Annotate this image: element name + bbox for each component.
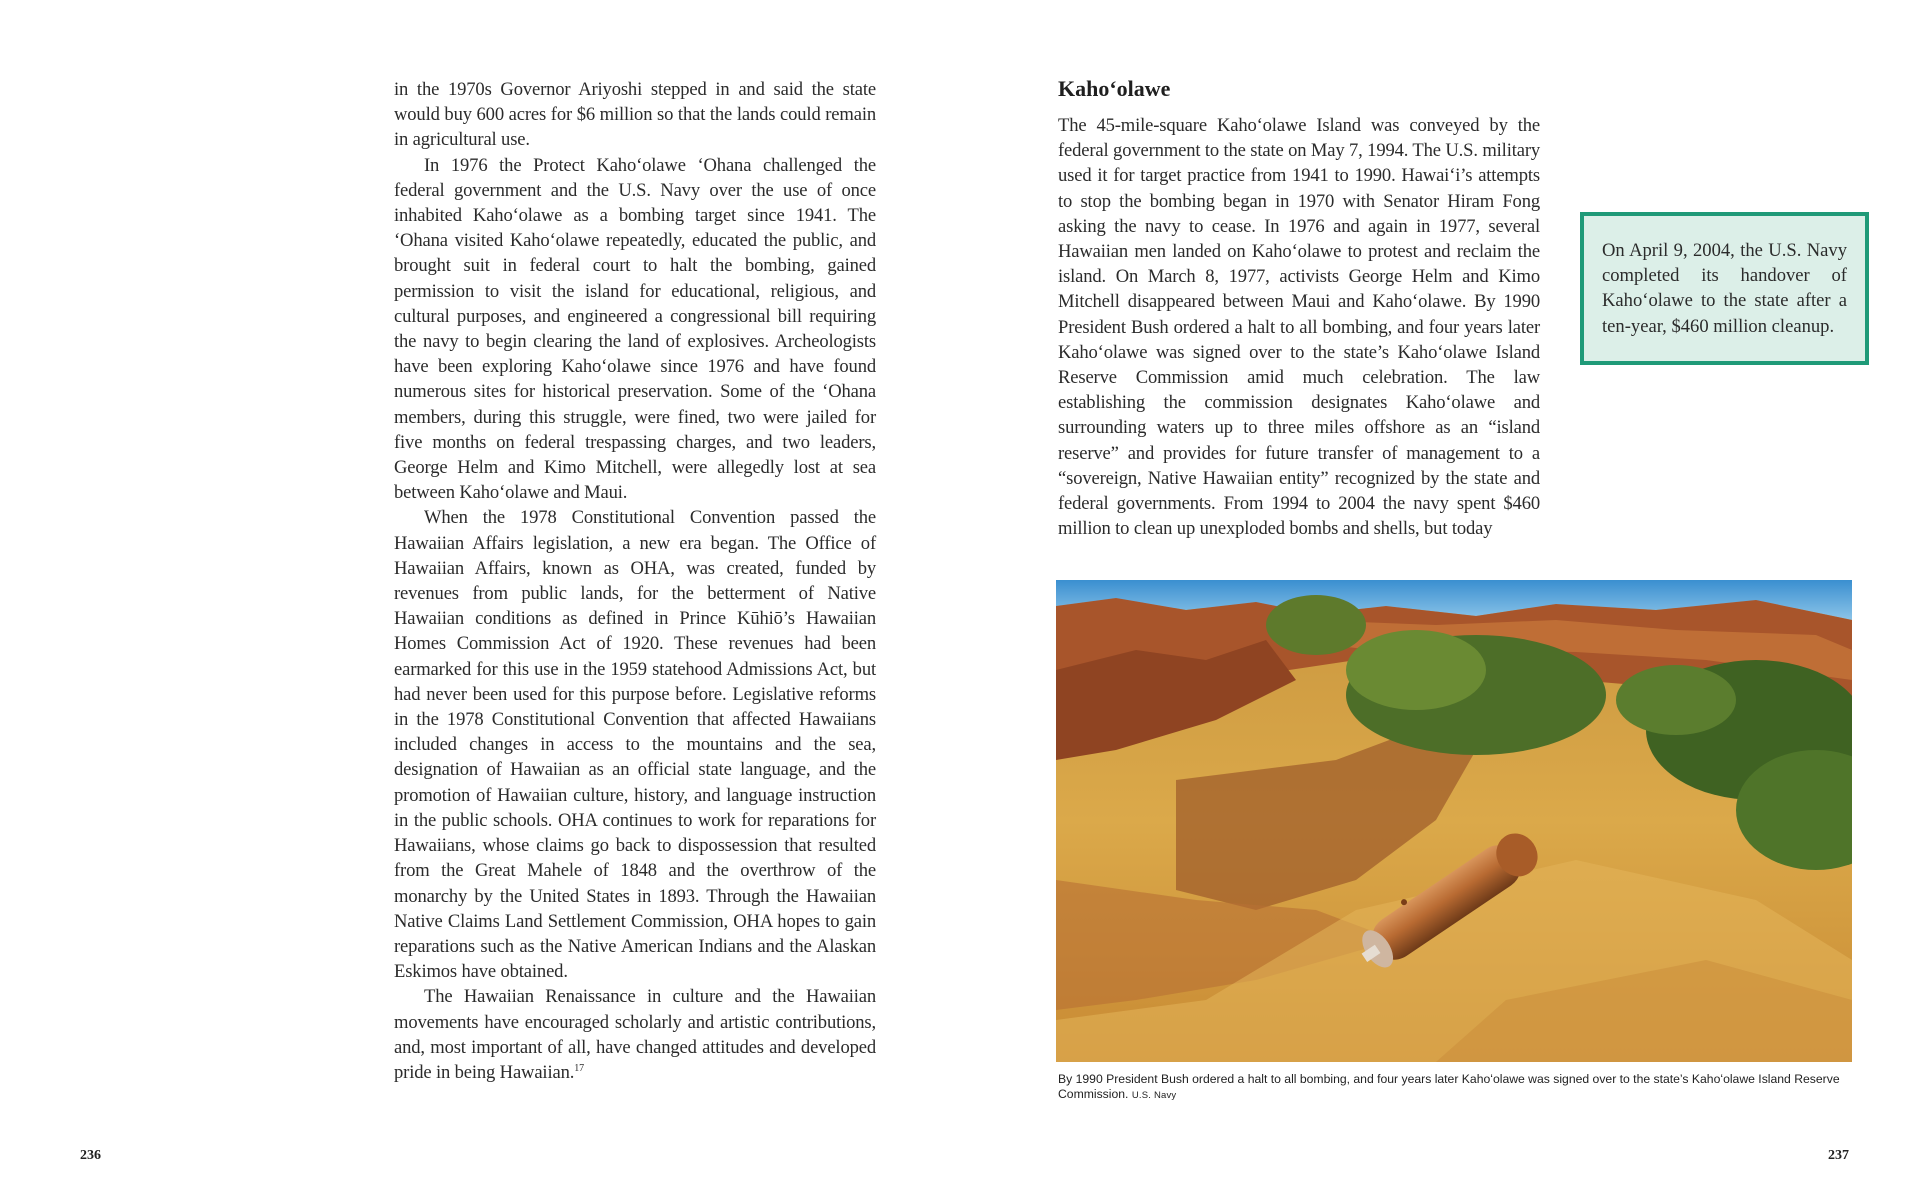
- section-heading: Kahoʻolawe: [1058, 76, 1171, 101]
- photo-credit: U.S. Navy: [1131, 1090, 1177, 1101]
- page-number-right: 237: [1828, 1148, 1849, 1163]
- left-text-column: [394, 77, 876, 1085]
- right-page: [960, 0, 1920, 1200]
- right-body-text: The 45-mile-square Kahoʻolawe Island was conveyed by the federal government to the state on May 7, 1994. The U.S. military used it for target practice from 1941 to 1990. Hawaiʻi’s attempts to stop the bombing began in 1970 with Senator Hiram Fong asking the navy to cease. In 1976 and again in 1977, several Hawaiian men landed on Kahoʻolawe to protest and reclaim the island. On March 8, 1977, activists George Helm and Kimo Mitchell disappeared between Maui and Kahoʻolawe. By 1990 President Bush ordered a halt to all bombing, and four years later Kahoʻolawe was signed over to the state’s Kahoʻolawe Island Reserve Commission amid much celebration. The law establishing the commission designates Kahoʻolawe and surrounding waters up to three miles offshore as an “island reserve” and provides for future transfer of management to a “sovereign, Native Hawaiian entity” recognized by the state and federal governments. From 1994 to 2004 the navy spent $460 million to clean up unexploded bombs and shells, but today: [1058, 115, 1541, 540]
- caption-text: By 1990 President Bush ordered a halt to all bombing, and four years later Kahoʻolawe was signed over to the state’s Kahoʻolawe Island Reserve Commission.: [1058, 1072, 1840, 1101]
- photo-illustration: [1056, 580, 1852, 1062]
- sidebar-callout: On April 9, 2004, the U.S. Navy completed its handover of Kahoʻolawe to the state after a ten-year, $460 million cleanup.: [1580, 212, 1869, 365]
- kahoolawe-photo: [1056, 580, 1852, 1062]
- paragraph-3: When the 1978 Constitutional Convention passed the Hawaiian Affairs legislation, a new era began. The Office of Hawaiian Affairs, known as OHA, was created, funded by revenues from public lands, for the betterment of Native Hawaiian conditions as defined in Prince Kūhiō’s Hawaiian Homes Commission Act of 1920. These revenues had been earmarked for this use in the 1959 statehood Admissions Act, but had never been used for this purpose before. Legislative reforms in the 1978 Constitutional Convention that affected Hawaiians included changes in access to the mountains and the sea, designation of Hawaiian as an official state language, and the promotion of Hawaiian culture, history, and language instruction in the public schools. OHA continues to work for reparations for Hawaiians, whose claims go back to dispossession that resulted from the Great Mahele of 1848 and the overthrow of the monarchy by the United States in 1893. Through the Hawaiian Native Claims Land Settlement Commission, OHA hopes to gain reparations such as the Native American Indians and the Alaskan Eskimos have obtained.: [394, 507, 876, 983]
- paragraph-2: In 1976 the Protect Kahoʻolawe ʻOhana challenged the federal government and the U.S. Navy over the use of once inhabited Kahoʻolawe as a bombing target since 1941. The ʻOhana visited Kahoʻolawe repeatedly, educated the public, and brought suit in federal court to halt the bombing, gained permission to visit the island for educational, religious, and cultural purposes, and engineered a congressional bill requiring the navy to begin clearing the land of explosives. Archeologists have been exploring Kahoʻolawe since 1976 and have found numerous sites for historical preservation. Some of the ʻOhana members, during this struggle, were fined, two were jailed for five months on federal trespassing charges, and two leaders, George Helm and Kimo Mitchell, were allegedly lost at sea between Kahoʻolawe and Maui.: [394, 154, 876, 504]
- paragraph-4-text: The Hawaiian Renaissance in culture and the Hawaiian movements have encouraged scholarly and artistic contributions, and, most important of all, have changed attitudes and developed pride in being Hawaiian.: [394, 986, 876, 1083]
- page-number-left: 236: [80, 1148, 101, 1163]
- footnote-ref[interactable]: 17: [574, 1062, 584, 1074]
- photo-caption: [1058, 1072, 1854, 1103]
- paragraph-4: [394, 984, 876, 1085]
- paragraph-1: in the 1970s Governor Ariyoshi stepped in and said the state would buy 600 acres for $6 million so that the lands could remain in agricultural use.: [394, 79, 876, 151]
